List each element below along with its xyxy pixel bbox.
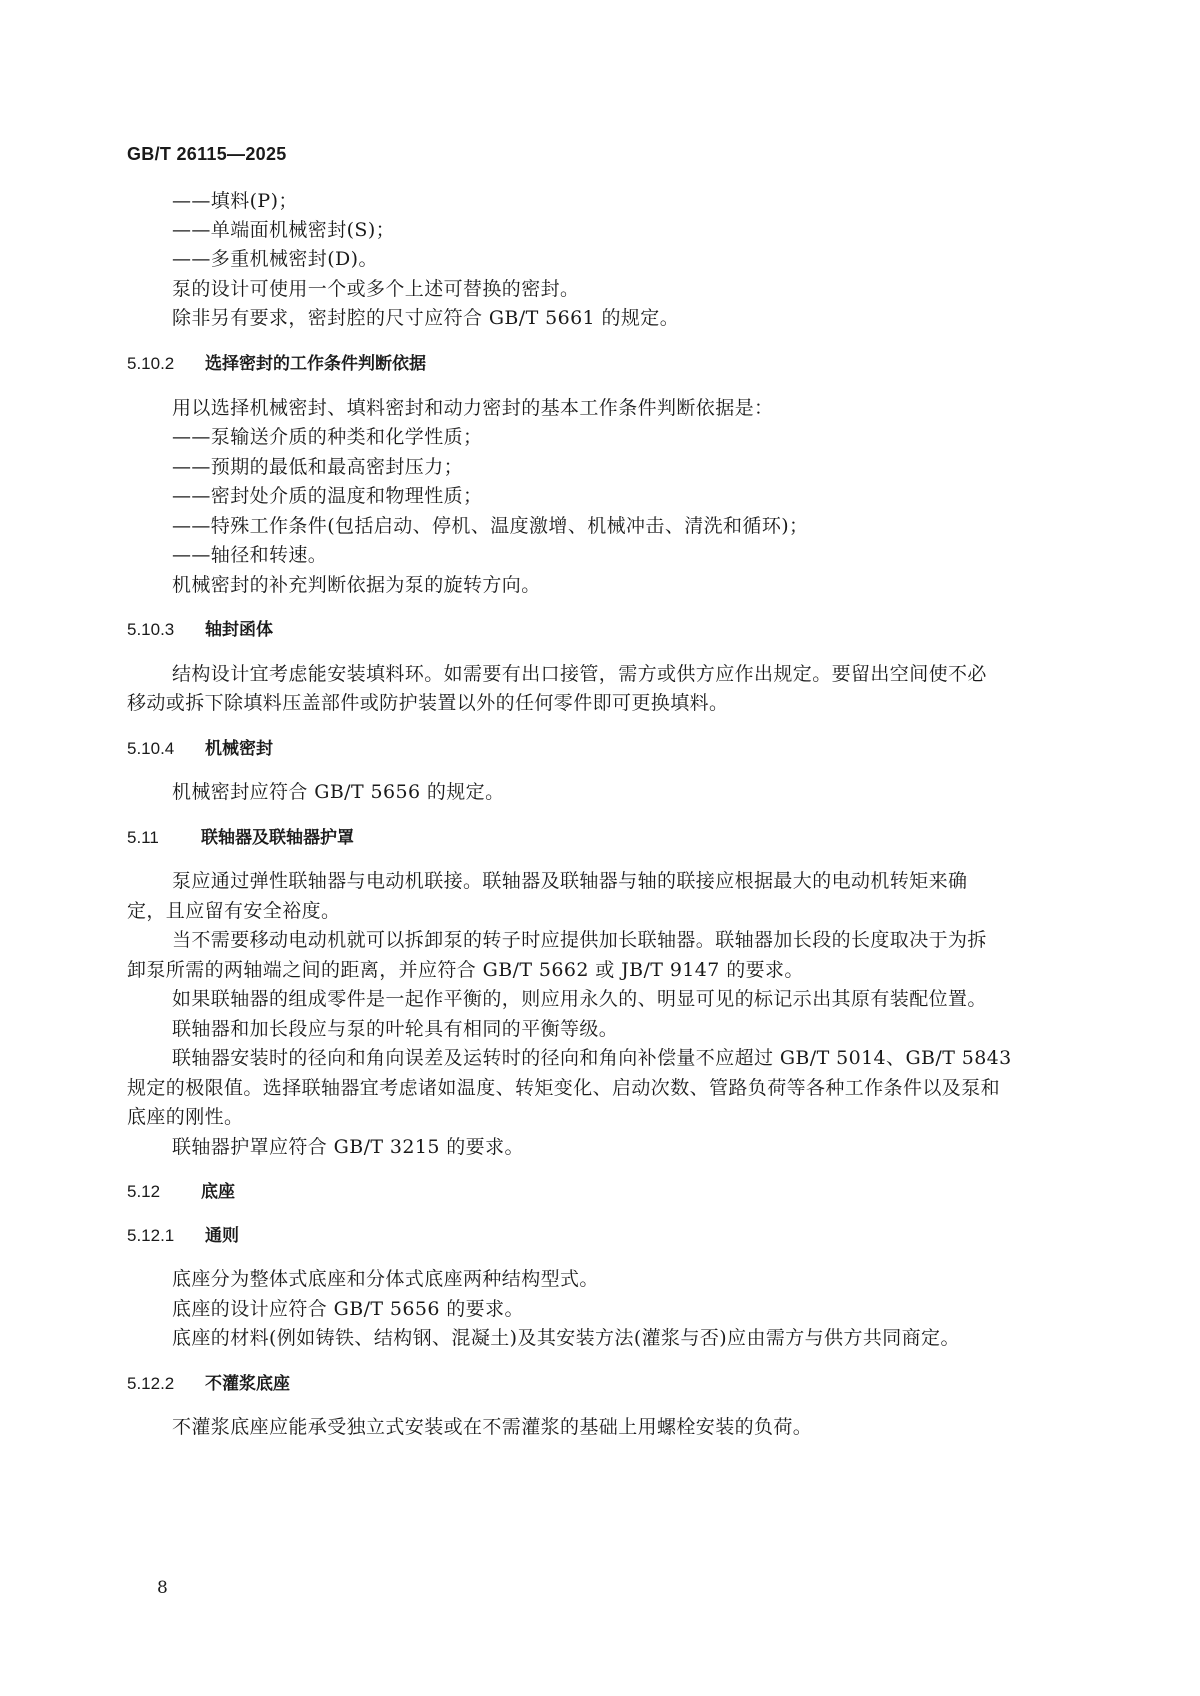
section-heading-5-11 (127, 823, 354, 848)
section-heading-5-10-3 (127, 615, 273, 640)
section-title: 底座 (201, 1182, 235, 1202)
list-item-single-seal: ——单端面机械密封(S)； (172, 219, 396, 241)
paragraph-line: 底座的设计应符合 GB/T 5656 的要求。 (172, 1298, 524, 1320)
paragraph-line: 移动或拆下除填料压盖部件或防护装置以外的任何零件即可更换填料。 (127, 692, 729, 714)
paragraph-line: 底座的材料(例如铸铁、结构钢、混凝土)及其安装方法(灌浆与否)应由需方与供方共同商定。 (172, 1327, 960, 1349)
list-item: ——特殊工作条件(包括启动、停机、温度激增、机械冲击、清洗和循环)； (172, 515, 809, 537)
section-title: 通则 (205, 1226, 239, 1246)
paragraph-line: 当不需要移动电动机就可以拆卸泵的转子时应提供加长联轴器。联轴器加长段的长度取决于为拆 (172, 929, 987, 951)
paragraph-line: 不灌浆底座应能承受独立式安装或在不需灌浆的基础上用螺栓安装的负荷。 (172, 1416, 813, 1438)
list-item-multiple-seal: ——多重机械密封(D)。 (172, 248, 378, 270)
section-heading-5-12 (127, 1177, 235, 1202)
section-number: 5.10.2 (127, 354, 175, 373)
paragraph-line: 机械密封的补充判断依据为泵的旋转方向。 (172, 574, 541, 596)
paragraph-line: 底座的刚性。 (127, 1106, 244, 1128)
section-heading-5-10-2 (127, 349, 426, 374)
list-item: ——轴径和转速。 (172, 544, 328, 566)
paragraph-line: 泵应通过弹性联轴器与电动机联接。联轴器及联轴器与轴的联接应根据最大的电动机转矩来确 (172, 870, 968, 892)
section-number: 5.10.4 (127, 739, 175, 758)
section-title: 联轴器及联轴器护罩 (201, 828, 354, 848)
paragraph-line: 除非另有要求，密封腔的尺寸应符合 GB/T 5661 的规定。 (172, 307, 680, 329)
section-heading-5-10-4 (127, 734, 273, 759)
paragraph-line: 结构设计宜考虑能安装填料环。如需要有出口接管，需方或供方应作出规定。要留出空间使不必 (172, 663, 987, 685)
list-item: ——密封处介质的温度和物理性质； (172, 485, 483, 507)
paragraph-line: 卸泵所需的两轴端之间的距离，并应符合 GB/T 5662 或 JB/T 9147 的要求。 (127, 959, 804, 981)
section-title: 不灌浆底座 (205, 1374, 290, 1394)
paragraph-line: 如果联轴器的组成零件是一起作平衡的，则应用永久的、明显可见的标记示出其原有装配位置。 (172, 988, 987, 1010)
section-number: 5.10.3 (127, 620, 175, 639)
paragraph-line: 底座分为整体式底座和分体式底座两种结构型式。 (172, 1268, 599, 1290)
section-title: 选择密封的工作条件判断依据 (205, 354, 426, 374)
paragraph-line: 用以选择机械密封、填料密封和动力密封的基本工作条件判断依据是： (172, 397, 774, 419)
paragraph-line: 定，且应留有安全裕度。 (127, 900, 341, 922)
standard-id-header: GB/T 26115—2025 (127, 144, 287, 164)
paragraph-line: 联轴器和加长段应与泵的叶轮具有相同的平衡等级。 (172, 1018, 619, 1040)
paragraph-line: 泵的设计可使用一个或多个上述可替换的密封。 (172, 278, 580, 300)
paragraph-line: 联轴器护罩应符合 GB/T 3215 的要求。 (172, 1136, 524, 1158)
paragraph-line: 规定的极限值。选择联轴器宜考虑诸如温度、转矩变化、启动次数、管路负荷等各种工作条件以及泵和 (127, 1077, 1001, 1099)
paragraph-line: 机械密封应符合 GB/T 5656 的规定。 (172, 781, 505, 803)
paragraph-line: 联轴器安装时的径向和角向误差及运转时的径向和角向补偿量不应超过 GB/T 5014、GB/T 5843 (172, 1047, 1012, 1069)
list-item: ——泵输送介质的种类和化学性质； (172, 426, 483, 448)
section-heading-5-12-2 (127, 1369, 290, 1394)
section-number: 5.12.2 (127, 1374, 175, 1393)
page-number: 8 (157, 1578, 168, 1598)
section-number: 5.12.1 (127, 1226, 175, 1245)
list-item-packing: ——填料(P)； (172, 190, 298, 212)
section-number: 5.11 (127, 828, 159, 847)
section-number: 5.12 (127, 1182, 161, 1201)
section-title: 轴封函体 (205, 620, 273, 640)
section-heading-5-12-1 (127, 1221, 239, 1246)
section-title: 机械密封 (205, 739, 273, 759)
list-item: ——预期的最低和最高密封压力； (172, 456, 464, 478)
